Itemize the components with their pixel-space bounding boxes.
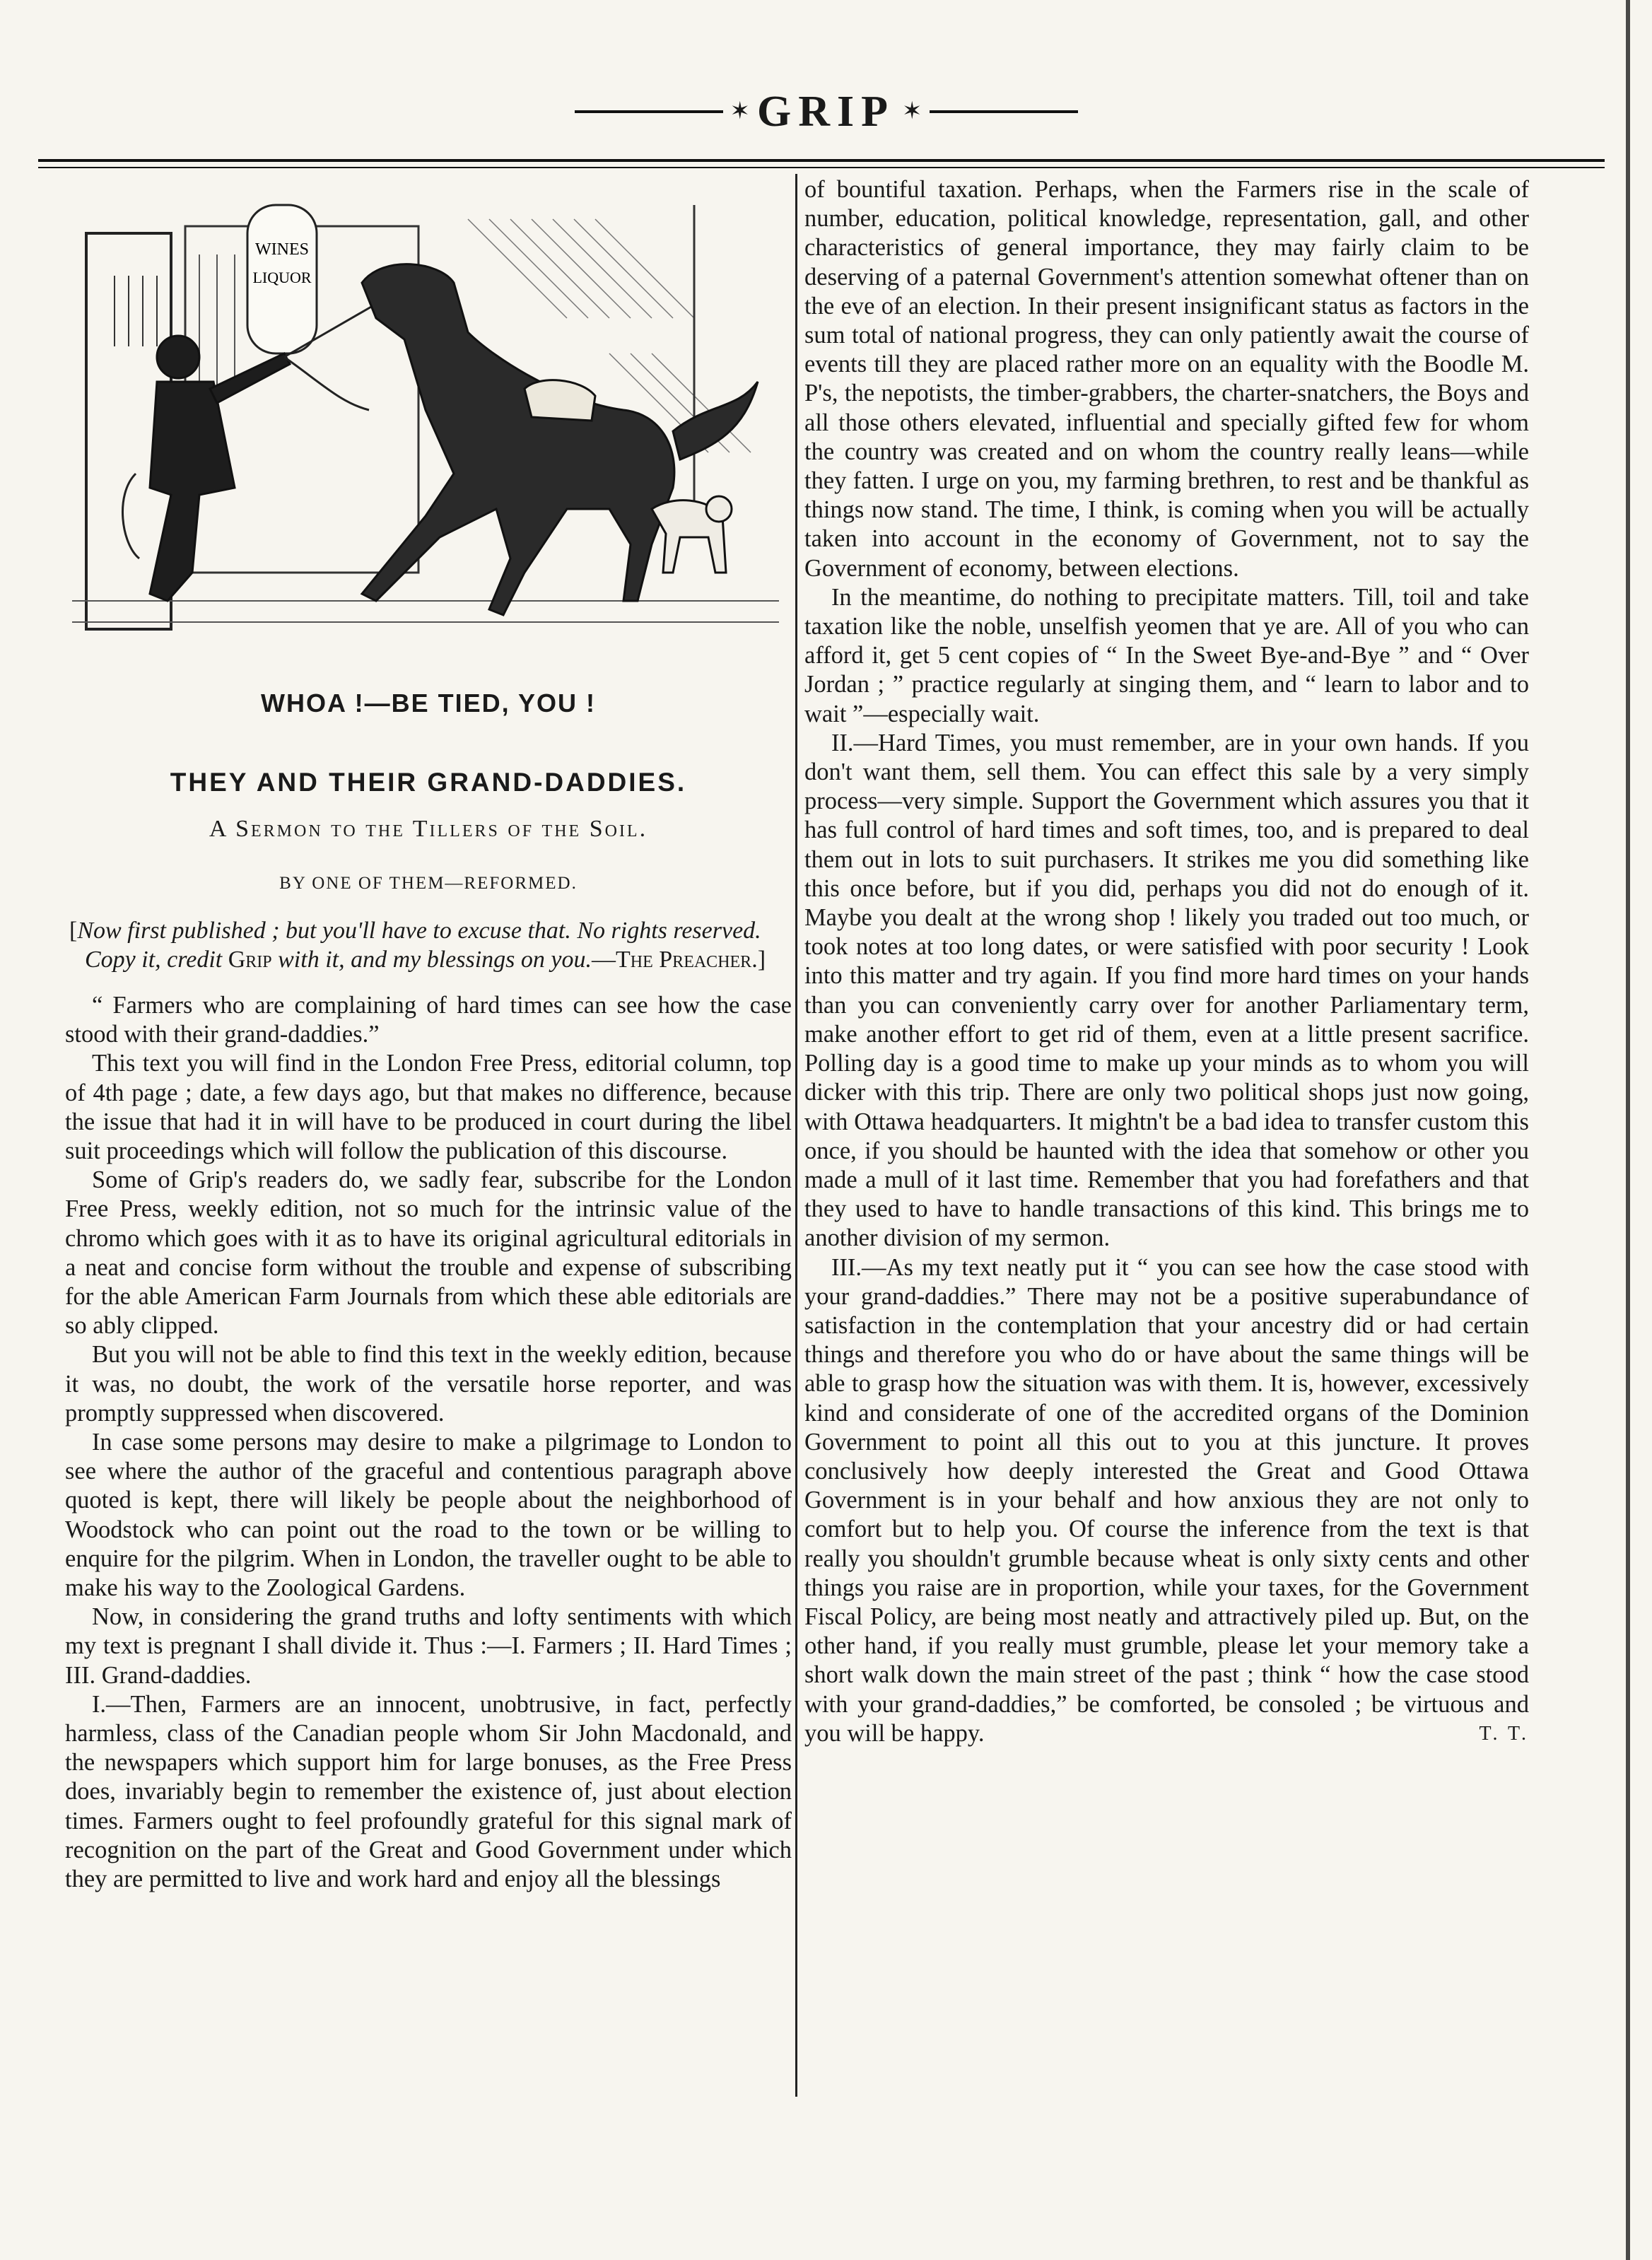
notice-text-1: Now first published ; but you'll have to excuse that. No rights reserved. Copy it, credit xyxy=(77,918,761,973)
paragraph: In the meantime, do nothing to precipitate matters. Till, toil and take taxation like the noble, unselfish yeomen that ye are. All of you who can afford it, get 5 cent copies of “ In the Sweet Bye-and-Bye ” and “ Over Jordan ; ” practice regularly at singing them, and “ learn to labor and to wait ”—especially wait. xyxy=(804,583,1529,727)
paragraph: But you will not be able to find this text in the weekly edition, because it was, no doubt, the work of the versatile horse reporter, and was promptly suppressed when discovered. xyxy=(65,1341,792,1427)
paragraph: Some of Grip's readers do, we sadly fear, subscribe for the London Free Press, weekly edition, not so much for the intrinsic value of the chromo which goes with it as to have its original agricultural editorials in a neat and concise form without the trouble and expense of subscribing for the able American Farm Journals from which these able editorials are so ably clipped. xyxy=(65,1166,792,1340)
paragraph: of bountiful taxation. Perhaps, when the Farmers rise in the scale of number, education, political knowledge, representation, gall, and other characteristics of general importance, they may fairly claim to be deserving of a paternal Government's attention somewhat oftener than on the eve of an election. In their present insignificant status as factors in the sum total of national progress, they can only patiently await the course of events till they are placed rather more on an equality with the Boodle M. P's, the nepotists, the timber-grabbers, the charter-snatchers, the Boys and all those others elevated, influential and specially gifted few for whom the country was created and on whom the country really leans—while they fatten. I urge on you, my farming brethren, to rest and be thankful as things now stand. The time, I think, is coming when you will be actually taken into account in the economy of Government, not to say the Government of economy, between elections. xyxy=(804,176,1529,582)
cartoon-drawing xyxy=(72,177,779,657)
open-bracket-icon: [ xyxy=(69,918,78,944)
star-icon: ✶ xyxy=(902,98,922,124)
article-title: THEY AND THEIR GRAND-DADDIES. xyxy=(170,768,687,797)
close-bracket-icon: ] xyxy=(757,947,766,973)
svg-text:WINES: WINES xyxy=(255,240,309,259)
byline: BY ONE OF THEM—REFORMED. xyxy=(279,874,578,893)
paragraph: In case some persons may desire to make a pilgrimage to London to see where the author of the graceful and contentious paragraph above quoted is kept, there will likely be people about the neighborhood of Woodstock who can point out the road to the town or be willing to enquire for the pilgrim. When in London, the traveller ought to be able to make his way to the Zoological Gardens. xyxy=(65,1429,792,1602)
column-divider xyxy=(795,174,797,2097)
paragraph: Now, in considering the grand truths and lofty sentiments with which my text is pregnant I shall divide it. Thus :—I. Farmers ; II. Hard Times ; III. Grand-daddies. xyxy=(65,1603,792,1689)
signature: T. T. xyxy=(1479,1722,1529,1745)
header-rule-thin xyxy=(38,167,1605,168)
header-rule xyxy=(38,159,1605,162)
masthead xyxy=(0,83,1652,140)
notice-grip: Grip xyxy=(228,947,272,973)
notice-dash: — xyxy=(592,947,616,973)
article-subtitle: A Sermon to the Tillers of the Soil. xyxy=(209,816,648,842)
svg-text:LIQUOR: LIQUOR xyxy=(252,269,312,286)
cartoon-illustration xyxy=(72,177,779,657)
paragraph-final xyxy=(804,1253,1529,1748)
star-icon: ✶ xyxy=(730,98,750,124)
masthead-title: GRIP xyxy=(757,88,895,136)
notice-preacher: The Preacher. xyxy=(616,947,758,973)
right-column xyxy=(804,175,1529,1748)
page-binding-edge xyxy=(1626,0,1630,2260)
masthead-left-rule xyxy=(575,110,723,113)
paragraph: “ Farmers who are complaining of hard times can see how the case stood with their grand-daddies.” xyxy=(65,992,792,1048)
paragraph: I.—Then, Farmers are an innocent, unobtrusive, in fact, perfectly harmless, class of the Canadian people whom Sir John Macdonald, and the newspapers which support him for large bonuses, as the Free Press does, invariably begin to remember the existence of, just about election times. Farmers ought to feel profoundly grateful for this signal mark of recognition on the part of the Great and Good Government under which they are permitted to live and work hard and enjoy all the blessings xyxy=(65,1690,792,1893)
left-column xyxy=(65,177,792,1894)
notice-text-2: with it, and my blessings on you. xyxy=(271,947,592,973)
paragraph: This text you will find in the London Free Press, editorial column, top of 4th page ; date, a few days ago, but that makes no difference, because the issue that had it in will have to be produced in court during the libel suit proceedings which will follow the publication of this discourse. xyxy=(65,1050,792,1165)
paragraph: II.—Hard Times, you must remember, are in your own hands. If you don't want them, sell them. You can effect this sale by a very simply process—very simple. Support the Government which assures you that it has full control of hard times and soft times, too, and is prepared to deal them out in lots to suit purchasers. It strikes me you did something like this once before, but if you did, perhaps you did not do enough of it. Maybe you dealt at the wrong shop ! likely you traded out too much, or took notes at too long dates, or were satisfied with poor security ! Look into this matter and try again. If you find more hard times on your hands than you can conveniently carry over for another Parliamentary term, make another effort to get rid of them, even at a little present sacrifice. Polling day is a good time to make up your minds as to whom you will dicker with this trip. There are only two political shops just now going, with Ottawa headquarters. It mightn't be a bad idea to transfer custom this once, if you should be haunted with the idea that somehow or other you made a mull of it last time. Remember that you had forefathers and that they used to have to handle transactions of this kind. This brings me to another division of my sermon. xyxy=(804,729,1529,1252)
editorial-notice xyxy=(65,916,792,974)
paragraph-final-text: III.—As my text neatly put it “ you can see how the case stood with your grand-daddies.” There may not be a positive superabundance of satisfaction in the contemplation that your ancestry did or had certain things and therefore you who do or have about the same things will be able to grasp how the situation was with them. It is, however, excessively kind and considerate of one of the accredited organs of the Dominion Government to point all this out to you at this juncture. It proves conclusively how deeply interested the Great and Good Ottawa Government is in your behalf and how anxious they are not only to comfort but to help you. Of course the inference from the text is that really you shouldn't grumble because wheat is only sixty cents and other things you raise are in proportion, while your taxes, for the Government Fiscal Policy, are being most neatly and attractively piled up. But, on the other hand, if you really must grumble, please let your memory take a short walk down the main street of the past ; think “ how the case stood with your grand-daddies,” be comforted, be consoled ; be virtuous and you will be happy. xyxy=(804,1253,1529,1747)
cartoon-caption: WHOA !—BE TIED, YOU ! xyxy=(261,689,596,718)
masthead-right-rule xyxy=(930,110,1078,113)
